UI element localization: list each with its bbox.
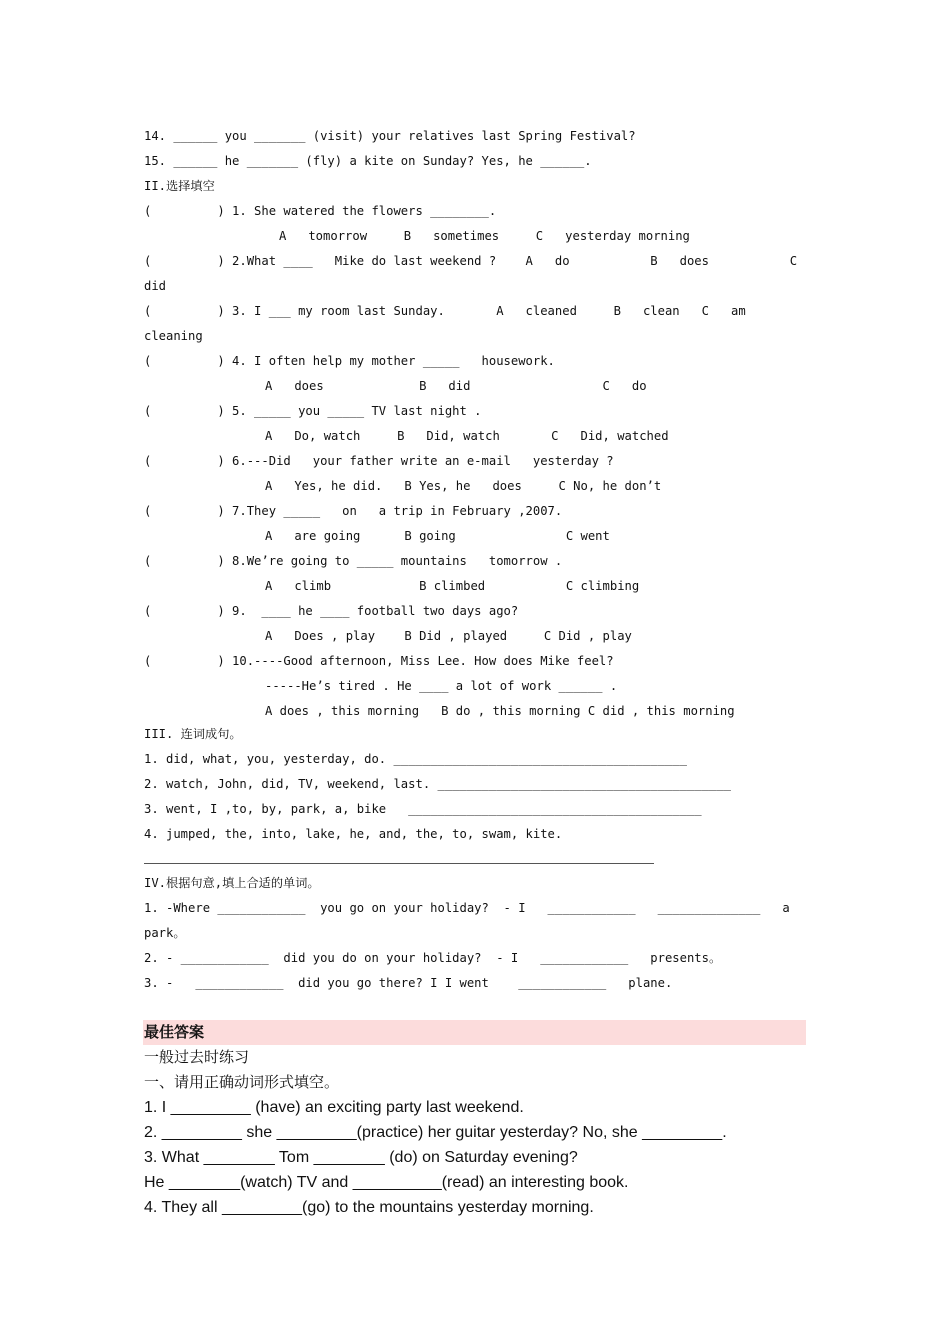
choice-2-continued: did [144, 279, 167, 293]
choice-1-options: A tomorrow B sometimes C yesterday morning [279, 229, 690, 243]
choice-3-continued: cleaning [144, 329, 203, 343]
sentence-2: 2. watch, John, did, TV, weekend, last. ________________________________________ [144, 777, 731, 791]
choice-4: ( ) 4. I often help my mother _____ housework. [144, 354, 555, 368]
best-answer-highlight [143, 1020, 806, 1045]
question-15: 15. ______ he _______ (fly) a kite on Sunday? Yes, he ______. [144, 154, 592, 168]
choice-8: ( ) 8.We’re going to _____ mountains tomorrow . [144, 554, 563, 568]
choice-5-options: A Do, watch B Did, watch C Did, watched [265, 429, 669, 443]
choice-8-options: A climb B climbed C climbing [265, 579, 640, 593]
choice-5: ( ) 5. _____ you _____ TV last night . [144, 404, 482, 418]
sentence-3: 3. went, I ,to, by, park, a, bike ________________________________________ [144, 802, 702, 816]
section-4-title: IV.根据句意,填上合适的单词。 [144, 876, 320, 890]
choice-3: ( ) 3. I ___ my room last Sunday. A cleaned B clean C am [144, 304, 746, 318]
fill-1: 1. -Where ____________ you go on your holiday? - I ____________ ______________ a [144, 901, 790, 915]
answer-line-4: 4. They all _________(go) to the mountains yesterday morning. [144, 1199, 594, 1216]
question-14: 14. ______ you _______ (visit) your relatives last Spring Festival? [144, 129, 636, 143]
section-2-title: II.选择填空 [144, 179, 215, 193]
choice-6-options: A Yes, he did. B Yes, he does C No, he don’t [265, 479, 662, 493]
choice-9: ( ) 9. ____ he ____ football two days ago? [144, 604, 519, 618]
answer-line-3b: He ________(watch) TV and __________(read) an interesting book. [144, 1174, 629, 1191]
answer-subtitle: 一般过去时练习 [144, 1048, 250, 1066]
answer-section-title: 一、请用正确动词形式填空。 [144, 1073, 340, 1091]
answer-line-2: 2. _________ she _________(practice) her guitar yesterday? No, she _________. [144, 1124, 727, 1141]
choice-10-options: A does , this morning B do , this morning C did , this morning [265, 704, 735, 718]
fill-3: 3. - ____________ did you go there? I I went ____________ plane. [144, 976, 673, 990]
choice-10-reply: -----He’s tired . He ____ a lot of work ______ . [265, 679, 618, 693]
sentence-4: 4. jumped, the, into, lake, he, and, the, to, swam, kite. [144, 827, 563, 841]
fill-1-continued: park。 [144, 926, 186, 940]
choice-4-options: A does B did C do [265, 379, 647, 393]
answer-line-1: 1. I _________ (have) an exciting party last weekend. [144, 1099, 524, 1116]
choice-6: ( ) 6.---Did your father write an e-mail yesterday ? [144, 454, 614, 468]
sentence-1: 1. did, what, you, yesterday, do. ________________________________________ [144, 752, 687, 766]
choice-2: ( ) 2.What ____ Mike do last weekend ? A do B does C [144, 254, 798, 268]
choice-9-options: A Does , play B Did , played C Did , play [265, 629, 632, 643]
sentence-4-answer-line [144, 863, 654, 864]
choice-7-options: A are going B going C went [265, 529, 610, 543]
choice-10: ( ) 10.----Good afternoon, Miss Lee. How does Mike feel? [144, 654, 614, 668]
section-3-title: III. 连词成句。 [144, 727, 242, 741]
choice-7: ( ) 7.They _____ on a trip in February ,2007. [144, 504, 563, 518]
best-answer-heading: 最佳答案 [144, 1023, 205, 1041]
answer-line-3: 3. What ________ Tom ________ (do) on Saturday evening? [144, 1149, 578, 1166]
fill-2: 2. - ____________ did you do on your holiday? - I ____________ presents。 [144, 951, 722, 965]
choice-1: ( ) 1. She watered the flowers ________. [144, 204, 497, 218]
